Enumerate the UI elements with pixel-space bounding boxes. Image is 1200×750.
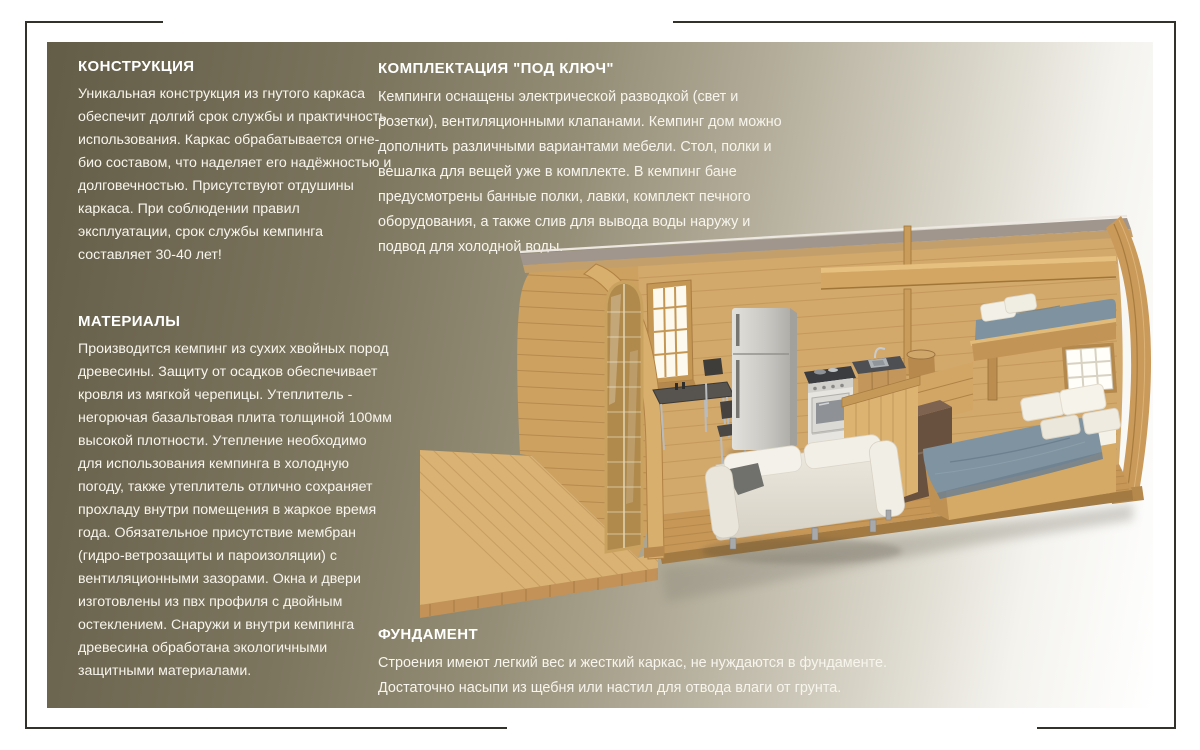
construction-body: Уникальная конструкция из гнутого каркаса обеспечит долгий срок службы и практичность использования. Каркас обрабатывается огне-био составом, что наделяет его надёжностью и долговечностью. Присутствуют отдушины каркаса. При соблюдении правил эксплуатации, срок службы кемпинга составляет 30-40 лет!	[78, 86, 392, 263]
equipment-body: Кемпинги оснащены электрической разводкой (свет и розетки), вентиляционными клапанами. Кемпинг дом можно дополнить различными вариантами мебели. Стол, полки и вешалка для вещей уже в комплекте. В кемпинг бане предусмотрены банные полки, лавки, комплект печного оборудования, а также слив для вывода воды наружу и подвод для холодной воды.	[378, 89, 782, 255]
frame-top-left-segment	[25, 21, 163, 23]
frame-bottom-left-segment	[25, 727, 507, 729]
construction-title: КОНСТРУКЦИЯ	[78, 58, 195, 75]
section-materials	[78, 313, 394, 683]
foundation-body: Строения имеют легкий вес и жесткий каркас, не нуждаются в фундаменте. Достаточно насыпи из щебня или настил для отвода влаги от грунта.	[378, 655, 888, 696]
sink	[872, 360, 885, 366]
materials-title: МАТЕРИАЛЫ	[78, 313, 181, 330]
fridge	[727, 308, 797, 458]
frame-bottom-right-segment	[1037, 727, 1176, 729]
frame-right-segment	[1174, 21, 1176, 729]
frame-top-right-segment	[673, 21, 1176, 23]
house-cutaway-illustration	[420, 202, 1165, 632]
section-foundation	[378, 626, 908, 701]
foundation-title: ФУНДАМЕНТ	[378, 626, 479, 643]
oven-window	[816, 399, 845, 424]
materials-body: Производится кемпинг из сухих хвойных пород древесины. Защиту от осадков обеспечивает кровля из мягкой черепицы. Утеплитель - негорючая базальтовая плита толщиной 100мм высокой плотности. Утепление необходимо для использования кемпинга в холодную погоду, также утеплитель отлично сохраняет прохладу внутри помещения в жаркое время года. Обязательное присутствие мембран (гидро-ветрозащиты и пароизоляции) с вентиляционными зазорами. Окна и двери изготовлены из пвх профиля с двойным остеклением. Снаружи и внутри кемпинга древесина обработана экологичными защитными материалами.	[78, 341, 392, 679]
section-construction	[78, 58, 394, 267]
frame-left-segment	[25, 21, 27, 729]
equipment-title: КОМПЛЕКТАЦИЯ "ПОД КЛЮЧ"	[378, 60, 614, 77]
